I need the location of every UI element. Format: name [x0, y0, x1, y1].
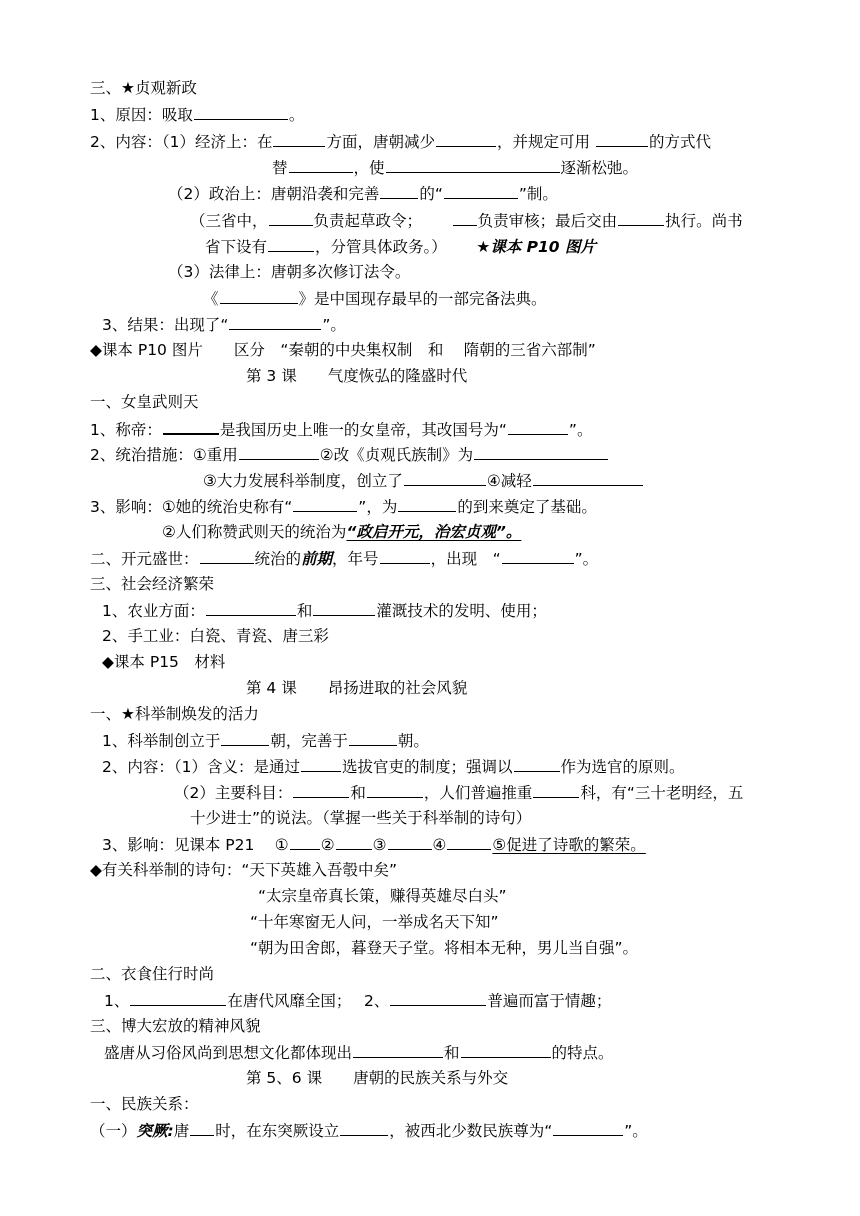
law-line — [168, 262, 410, 282]
content-text: 是我国历史上唯一的女皇帝，其改国号为“ — [219, 421, 507, 439]
turks-line — [90, 1120, 648, 1141]
content-text: ”。 — [574, 550, 599, 568]
content-text: 2、内容：（1）经济上：在 — [90, 133, 273, 151]
content-text: 替 — [272, 159, 288, 177]
content-line — [90, 131, 711, 152]
blank — [239, 444, 319, 460]
content-text: 1、科举制创立于 — [102, 732, 221, 750]
lifestyle-line — [104, 990, 611, 1011]
blank — [221, 730, 269, 746]
lifestyle-heading — [90, 964, 214, 984]
content-text: ③ — [372, 836, 387, 854]
content-text: 唐 — [173, 1122, 190, 1140]
spirit-heading — [90, 1016, 261, 1036]
three-departments-line — [190, 210, 743, 231]
result-line — [102, 314, 346, 335]
content-text: 2、手工业：白瓷、青瓷、唐三彩 — [102, 627, 329, 645]
content-text: （三省中， — [190, 212, 268, 230]
blank — [293, 782, 349, 798]
heading-text: 二、开元盛世： — [90, 550, 199, 568]
blank — [367, 782, 423, 798]
content-text: ②人们称赞武则天的统治为 — [162, 523, 347, 541]
blank — [289, 157, 353, 173]
poem-text: “十年寒窗无人问，一举成名天下知” — [250, 913, 499, 931]
content-text: 的到来奠定了基础。 — [457, 498, 597, 516]
blank — [190, 1120, 214, 1136]
blank — [273, 131, 325, 147]
blank — [301, 756, 341, 772]
blank — [268, 236, 314, 252]
blank — [200, 548, 254, 564]
blank — [386, 157, 560, 173]
poem-line-4 — [250, 938, 638, 958]
content-text: 和 — [350, 784, 366, 802]
content-text: ”。 — [568, 421, 593, 439]
poem-text: “太宗皇帝真长策，赚得英雄尽白头” — [258, 887, 507, 905]
content-text: 十少进士”的说法。（掌握一些关于科举制的诗句） — [190, 809, 532, 827]
content-text: ，分管具体政务。） — [315, 238, 447, 256]
blank — [453, 210, 477, 226]
content-text: 2、统治措施：①重用 — [90, 446, 238, 464]
agriculture-line — [102, 600, 547, 621]
blank — [436, 131, 496, 147]
poem-line-1 — [90, 860, 397, 880]
heading-text: 三、博大宏放的精神风貌 — [90, 1017, 261, 1035]
content-text: 作为选官的原则。 — [560, 758, 685, 776]
content-text: 普遍而富于情趣； — [487, 992, 612, 1010]
period: 。 — [288, 106, 305, 124]
lesson4-title — [246, 678, 467, 698]
blank — [444, 183, 518, 199]
content-text: 时，在东突厥设立 — [215, 1122, 340, 1140]
content-text: 3、影响：见课本 P21 ① — [102, 836, 289, 854]
blank — [293, 496, 357, 512]
blank — [553, 1120, 623, 1136]
poem-line-3 — [250, 912, 499, 932]
blank — [461, 1042, 551, 1058]
content-text: （3）法律上：唐朝多次修订法令。 — [168, 263, 411, 281]
content-text: 1、 — [104, 992, 130, 1010]
blank — [447, 834, 491, 850]
code-line — [203, 288, 547, 309]
content-text: ，年号 — [332, 550, 379, 568]
blank — [163, 418, 219, 435]
lesson3-title — [246, 366, 467, 386]
reason-line — [90, 104, 304, 125]
emphasis-text: 突厥: — [136, 1122, 174, 1140]
poem-text: ◆有关科举制的诗句：“天下英雄入吾彀中矣” — [90, 861, 397, 879]
blank — [269, 210, 313, 226]
content-text: ，被西北少数民族尊为“ — [389, 1122, 553, 1140]
established-line — [102, 730, 429, 751]
blank — [404, 470, 486, 486]
content-text: 省下设有 — [205, 238, 268, 256]
content-text: 和 — [444, 1044, 460, 1062]
content-text: 执行。尚书 — [665, 212, 743, 230]
spirit-line — [104, 1042, 614, 1063]
poem-text: “朝为田舍郎，暮登天子堂。将相本无种，男儿当自强”。 — [250, 939, 639, 957]
blank — [533, 470, 643, 486]
content-text: 《 — [203, 290, 219, 308]
material-note — [102, 652, 225, 672]
heading-text: 一、民族关系： — [90, 1095, 199, 1113]
content-text: ②改《贞观氏族制》为 — [319, 446, 474, 464]
heading-text: 一、★科举制焕发的活力 — [90, 705, 259, 723]
content-text: ”。 — [624, 1122, 648, 1140]
blank — [220, 288, 298, 304]
content-text: 2、内容：（1）含义：是通过 — [102, 758, 300, 776]
content-text: ◆课本 P10 图片 区分 “秦朝的中央集权制 和 隋朝的三省六部制” — [90, 341, 596, 359]
kaiyuan-line — [90, 548, 598, 569]
content-text: 负责起草政令； — [313, 212, 423, 230]
heading-text: 三、社会经济繁荣 — [90, 575, 215, 593]
content-text: ，并规定可用 — [497, 133, 591, 151]
blank — [618, 210, 664, 226]
content-text: ⑤促进了诗歌的繁荣。 — [492, 836, 646, 854]
blank — [380, 548, 430, 564]
content-text: ”制。 — [518, 185, 558, 203]
content-text: （2）政治上：唐朝沿袭和完善 — [168, 185, 380, 203]
handicraft-line — [102, 626, 329, 646]
content-text: 方面，唐朝减少 — [326, 133, 435, 151]
content-text: ③大力发展科举制度，创立了 — [203, 472, 403, 490]
blank — [474, 444, 608, 460]
measures-line — [90, 444, 609, 465]
poem-line-2 — [258, 886, 507, 906]
content-continuation — [272, 157, 638, 178]
content-text: 3、影响：①她的统治史称有“ — [90, 498, 293, 516]
ethnic-relations-heading — [90, 1094, 199, 1114]
lesson56-title — [246, 1068, 508, 1088]
blank — [380, 183, 418, 199]
emphasis-text: 前期 — [301, 550, 333, 568]
compare-note — [90, 340, 596, 360]
politics-line — [168, 183, 558, 204]
blank — [336, 834, 372, 850]
content-text: 的特点。 — [551, 1044, 614, 1062]
content-text: 灌溉技术的发明、使用； — [376, 602, 547, 620]
blank — [388, 834, 432, 850]
blank — [508, 419, 568, 435]
content-text: ④ — [432, 836, 447, 854]
blank — [349, 730, 397, 746]
content-text: ，出现 “ — [430, 550, 501, 568]
blank — [229, 314, 321, 330]
six-ministries-line — [205, 236, 596, 257]
subjects-line — [174, 782, 743, 803]
influence-line — [90, 496, 597, 517]
lesson3-heading-empress — [90, 392, 199, 412]
economy-heading — [90, 574, 214, 594]
blank — [390, 990, 486, 1006]
subjects-line-2 — [190, 808, 531, 828]
content-text: 》是中国现存最早的一部完备法典。 — [298, 290, 547, 308]
content-text: ，使 — [353, 159, 385, 177]
enthrone-line — [90, 418, 592, 440]
blank — [533, 782, 579, 798]
blank — [353, 1042, 443, 1058]
exam-influence-line — [102, 834, 646, 855]
heading-text: 二、衣食住行时尚 — [90, 965, 215, 983]
content-text: 1、农业方面： — [102, 602, 205, 620]
textbook-note: ★课本 P10 图片 — [476, 238, 596, 256]
reason-label: 1、原因：吸取 — [90, 106, 193, 124]
blank — [340, 1120, 388, 1136]
content-text: ，人们普遍推重 — [423, 784, 533, 802]
quote-text: “政启开元，治宏贞观”。 — [346, 523, 522, 541]
blank — [596, 131, 648, 147]
content-text: 选拔官吏的制度；强调以 — [341, 758, 513, 776]
content-text: ◆课本 P15 材料 — [102, 653, 226, 671]
section-heading-zhenguan — [90, 78, 197, 98]
blank — [290, 834, 320, 850]
content-text: 逐渐松弛。 — [560, 159, 639, 177]
content-text: 负责审核；最后交由 — [477, 212, 618, 230]
content-text: 1、称帝： — [90, 421, 162, 439]
blank — [514, 756, 560, 772]
content-text: 3、结果：出现了“ — [102, 316, 229, 334]
content-text: ② — [320, 836, 335, 854]
blank — [502, 548, 574, 564]
heading-text: 三、★贞观新政 — [90, 79, 197, 97]
blank — [313, 600, 375, 616]
heading-text: 一、女皇武则天 — [90, 393, 199, 411]
content-text: 统治的 — [254, 550, 302, 568]
lesson-title-text: 第 4 课 昂扬进取的社会风貌 — [246, 679, 468, 697]
content-text: 盛唐从习俗风尚到思想文化都体现出 — [104, 1044, 353, 1062]
content-text: 朝，完善于 — [270, 732, 348, 750]
content-text: 朝。 — [397, 732, 429, 750]
content-text: ”。 — [322, 316, 346, 334]
content-text: 科，有“三十老明经，五 — [580, 784, 744, 802]
definition-line — [102, 756, 685, 777]
content-text: 在唐代风靡全国； 2、 — [227, 992, 390, 1010]
content-text: 和 — [296, 602, 313, 620]
content-text: （2）主要科目： — [174, 784, 293, 802]
content-text: ④减轻 — [486, 472, 532, 490]
content-text: 的方式代 — [648, 133, 711, 151]
exam-system-heading — [90, 704, 259, 724]
content-text: ”，为 — [358, 498, 398, 516]
content-text: 的“ — [419, 185, 443, 203]
lesson-title-text: 第 3 课 气度恢弘的隆盛时代 — [246, 367, 468, 385]
measures-line-2 — [203, 470, 644, 491]
content-text: （一） — [90, 1122, 137, 1140]
blank — [398, 496, 456, 512]
influence-line-2 — [162, 522, 521, 542]
lesson-title-text: 第 5、6 课 唐朝的民族关系与外交 — [246, 1069, 509, 1087]
blank — [130, 990, 226, 1006]
blank — [206, 600, 296, 616]
blank — [194, 104, 288, 120]
